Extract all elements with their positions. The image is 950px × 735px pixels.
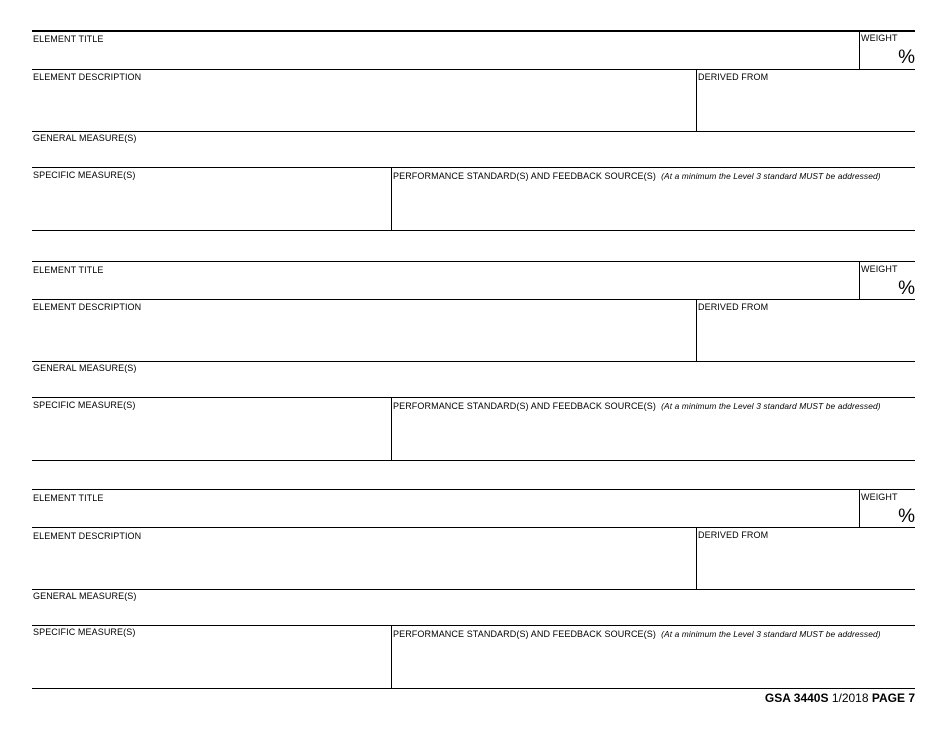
- form-id: GSA 3440S: [764, 691, 829, 705]
- element-title-field[interactable]: [32, 503, 858, 527]
- description-rule: [32, 131, 915, 132]
- weight-label: WEIGHT: [861, 492, 898, 502]
- performance-standards-label: [393, 401, 881, 412]
- derived-from-divider: [696, 70, 697, 131]
- performance-standards-note: (At a minimum the Level 3 standard MUST be addressed): [661, 171, 881, 181]
- element-description-label: ELEMENT DESCRIPTION: [33, 531, 142, 541]
- specific-measures-field[interactable]: [32, 411, 390, 460]
- bottom-rule: [32, 688, 915, 689]
- specific-measures-divider: [391, 626, 392, 689]
- weight-percent-sign: %: [898, 278, 915, 299]
- performance-standards-title: PERFORMANCE STANDARD(S) AND FEEDBACK SOURCE(S): [393, 401, 656, 411]
- title-rule: [32, 69, 915, 70]
- top-rule: [32, 489, 915, 490]
- description-rule: [32, 589, 915, 590]
- performance-standards-field[interactable]: [393, 412, 915, 460]
- form-revision: 1/2018: [831, 691, 869, 705]
- element-description-field[interactable]: [32, 313, 695, 361]
- top-rule: [32, 30, 915, 32]
- specific-measures-divider: [391, 168, 392, 231]
- form-footer: [765, 691, 915, 705]
- derived-from-label: DERIVED FROM: [698, 530, 769, 540]
- performance-standards-label: [393, 629, 881, 640]
- derived-from-divider: [696, 528, 697, 589]
- element-description-label: ELEMENT DESCRIPTION: [33, 302, 142, 312]
- bottom-rule: [32, 230, 915, 231]
- weight-label: WEIGHT: [861, 264, 898, 274]
- general-measures-rule: [32, 625, 915, 626]
- performance-standards-field[interactable]: [393, 182, 915, 230]
- element-title-label: ELEMENT TITLE: [33, 265, 104, 275]
- top-rule: [32, 261, 915, 262]
- general-measures-label: GENERAL MEASURE(S): [33, 363, 137, 373]
- general-measures-field[interactable]: [32, 374, 915, 396]
- element-title-field[interactable]: [32, 275, 858, 299]
- performance-standards-title: PERFORMANCE STANDARD(S) AND FEEDBACK SOURCE(S): [393, 171, 656, 181]
- derived-from-field[interactable]: [698, 83, 915, 131]
- title-rule: [32, 527, 915, 528]
- element-block-2: [32, 261, 915, 462]
- derived-from-field[interactable]: [698, 541, 915, 589]
- weight-percent-sign: %: [898, 506, 915, 527]
- general-measures-rule: [32, 397, 915, 398]
- general-measures-field[interactable]: [32, 144, 915, 166]
- weight-divider: [859, 489, 860, 527]
- performance-standards-label: [393, 171, 881, 182]
- derived-from-label: DERIVED FROM: [698, 302, 769, 312]
- element-description-field[interactable]: [32, 83, 695, 131]
- weight-divider: [859, 261, 860, 299]
- specific-measures-label: SPECIFIC MEASURE(S): [33, 627, 136, 637]
- weight-divider: [859, 30, 860, 70]
- general-measures-field[interactable]: [32, 602, 915, 624]
- specific-measures-label: SPECIFIC MEASURE(S): [33, 400, 136, 410]
- performance-standards-title: PERFORMANCE STANDARD(S) AND FEEDBACK SOURCE(S): [393, 629, 656, 639]
- general-measures-label: GENERAL MEASURE(S): [33, 133, 137, 143]
- element-description-label: ELEMENT DESCRIPTION: [33, 72, 142, 82]
- title-rule: [32, 299, 915, 300]
- description-rule: [32, 361, 915, 362]
- specific-measures-label: SPECIFIC MEASURE(S): [33, 170, 136, 180]
- element-title-label: ELEMENT TITLE: [33, 34, 104, 44]
- performance-standards-note: (At a minimum the Level 3 standard MUST be addressed): [661, 401, 881, 411]
- performance-standards-note: (At a minimum the Level 3 standard MUST be addressed): [661, 629, 881, 639]
- specific-measures-field[interactable]: [32, 181, 390, 230]
- specific-measures-field[interactable]: [32, 638, 390, 688]
- derived-from-divider: [696, 300, 697, 361]
- page-number: PAGE 7: [871, 691, 915, 705]
- bottom-rule: [32, 460, 915, 461]
- performance-standards-field[interactable]: [393, 640, 915, 688]
- weight-percent-sign: %: [898, 47, 915, 68]
- general-measures-label: GENERAL MEASURE(S): [33, 591, 137, 601]
- weight-label: WEIGHT: [861, 33, 898, 43]
- specific-measures-divider: [391, 398, 392, 461]
- element-block-1: [32, 30, 915, 231]
- element-block-3: [32, 489, 915, 690]
- element-description-field[interactable]: [32, 542, 695, 589]
- derived-from-label: DERIVED FROM: [698, 72, 769, 82]
- general-measures-rule: [32, 167, 915, 168]
- element-title-field[interactable]: [32, 44, 858, 68]
- derived-from-field[interactable]: [698, 313, 915, 361]
- element-title-label: ELEMENT TITLE: [33, 493, 104, 503]
